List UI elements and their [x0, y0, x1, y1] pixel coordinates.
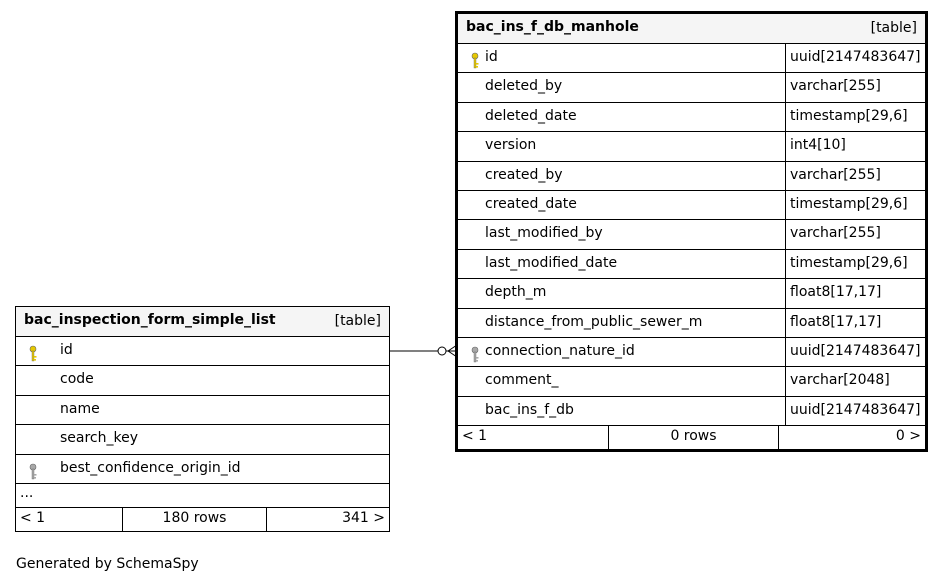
column-name: bac_ins_f_db	[485, 401, 574, 418]
column-row[interactable]	[458, 220, 925, 249]
ellipsis-text: ...	[20, 484, 34, 501]
key-icon	[468, 52, 482, 70]
column-type: float8[17,17]	[785, 279, 925, 307]
column-type: timestamp[29,6]	[785, 191, 925, 219]
column-row[interactable]	[458, 367, 925, 396]
column-name: created_by	[485, 166, 563, 183]
column-name: deleted_date	[485, 107, 577, 124]
column-type: timestamp[29,6]	[785, 103, 925, 131]
table-footer	[458, 426, 925, 449]
generated-by-note: Generated by SchemaSpy	[16, 556, 199, 572]
footer-prev[interactable]: < 1	[20, 509, 46, 526]
column-row[interactable]	[458, 397, 925, 426]
column-row[interactable]	[458, 250, 925, 279]
column-row[interactable]	[458, 73, 925, 102]
column-name: best_confidence_origin_id	[60, 459, 241, 476]
table-kind: [table]	[870, 20, 917, 36]
column-type: uuid[2147483647]	[785, 338, 925, 366]
column-type: float8[17,17]	[785, 309, 925, 337]
key-icon	[26, 345, 40, 363]
column-row[interactable]	[458, 162, 925, 191]
footer-row-count: 180 rows	[122, 508, 267, 531]
column-type: varchar[255]	[785, 220, 925, 248]
column-name: distance_from_public_sewer_m	[485, 313, 703, 330]
column-name: last_modified_by	[485, 225, 603, 242]
column-row[interactable]	[458, 191, 925, 220]
column-row[interactable]	[458, 279, 925, 308]
column-name: comment_	[485, 372, 559, 389]
column-row[interactable]	[16, 455, 389, 484]
foreign-key-icon	[468, 346, 482, 364]
column-name: name	[60, 400, 100, 417]
column-type: int4[10]	[785, 132, 925, 160]
column-type: varchar[255]	[785, 162, 925, 190]
table-bac-inspection-form-simple-list[interactable]	[15, 306, 390, 532]
table-name: bac_ins_f_db_manhole	[466, 19, 639, 35]
foreign-key-icon	[26, 463, 40, 481]
column-name: version	[485, 137, 537, 154]
table-name: bac_inspection_form_simple_list	[24, 312, 276, 328]
column-name: last_modified_date	[485, 254, 618, 271]
column-row[interactable]	[16, 337, 389, 366]
column-name: connection_nature_id	[485, 342, 635, 359]
column-name: code	[60, 371, 94, 388]
column-name: depth_m	[485, 284, 547, 301]
footer-prev[interactable]: < 1	[462, 428, 488, 445]
table-header	[458, 14, 925, 44]
more-columns-indicator	[16, 484, 389, 508]
table-kind: [table]	[334, 313, 381, 329]
column-row[interactable]	[16, 425, 389, 454]
column-name: id	[60, 342, 73, 358]
column-row[interactable]	[16, 396, 389, 425]
table-footer	[16, 508, 389, 531]
footer-row-count: 0 rows	[608, 426, 779, 449]
footer-next[interactable]: 0 >	[895, 428, 921, 445]
column-row[interactable]	[458, 103, 925, 132]
table-bac-ins-f-db-manhole[interactable]	[455, 11, 928, 452]
column-row[interactable]	[16, 366, 389, 395]
column-name: id	[485, 49, 498, 65]
column-name: deleted_by	[485, 78, 563, 95]
column-type: varchar[255]	[785, 73, 925, 101]
column-row[interactable]	[458, 309, 925, 338]
column-row[interactable]	[458, 132, 925, 161]
column-type: uuid[2147483647]	[785, 397, 925, 425]
column-name: search_key	[60, 430, 139, 447]
column-type: uuid[2147483647]	[785, 44, 925, 72]
footer-next[interactable]: 341 >	[342, 509, 385, 526]
column-type: varchar[2048]	[785, 367, 925, 395]
column-type: timestamp[29,6]	[785, 250, 925, 278]
table-header	[16, 307, 389, 337]
zero-cardinality-marker	[438, 347, 446, 355]
column-name: created_date	[485, 195, 577, 212]
column-row[interactable]	[458, 44, 925, 73]
column-row[interactable]	[458, 338, 925, 367]
